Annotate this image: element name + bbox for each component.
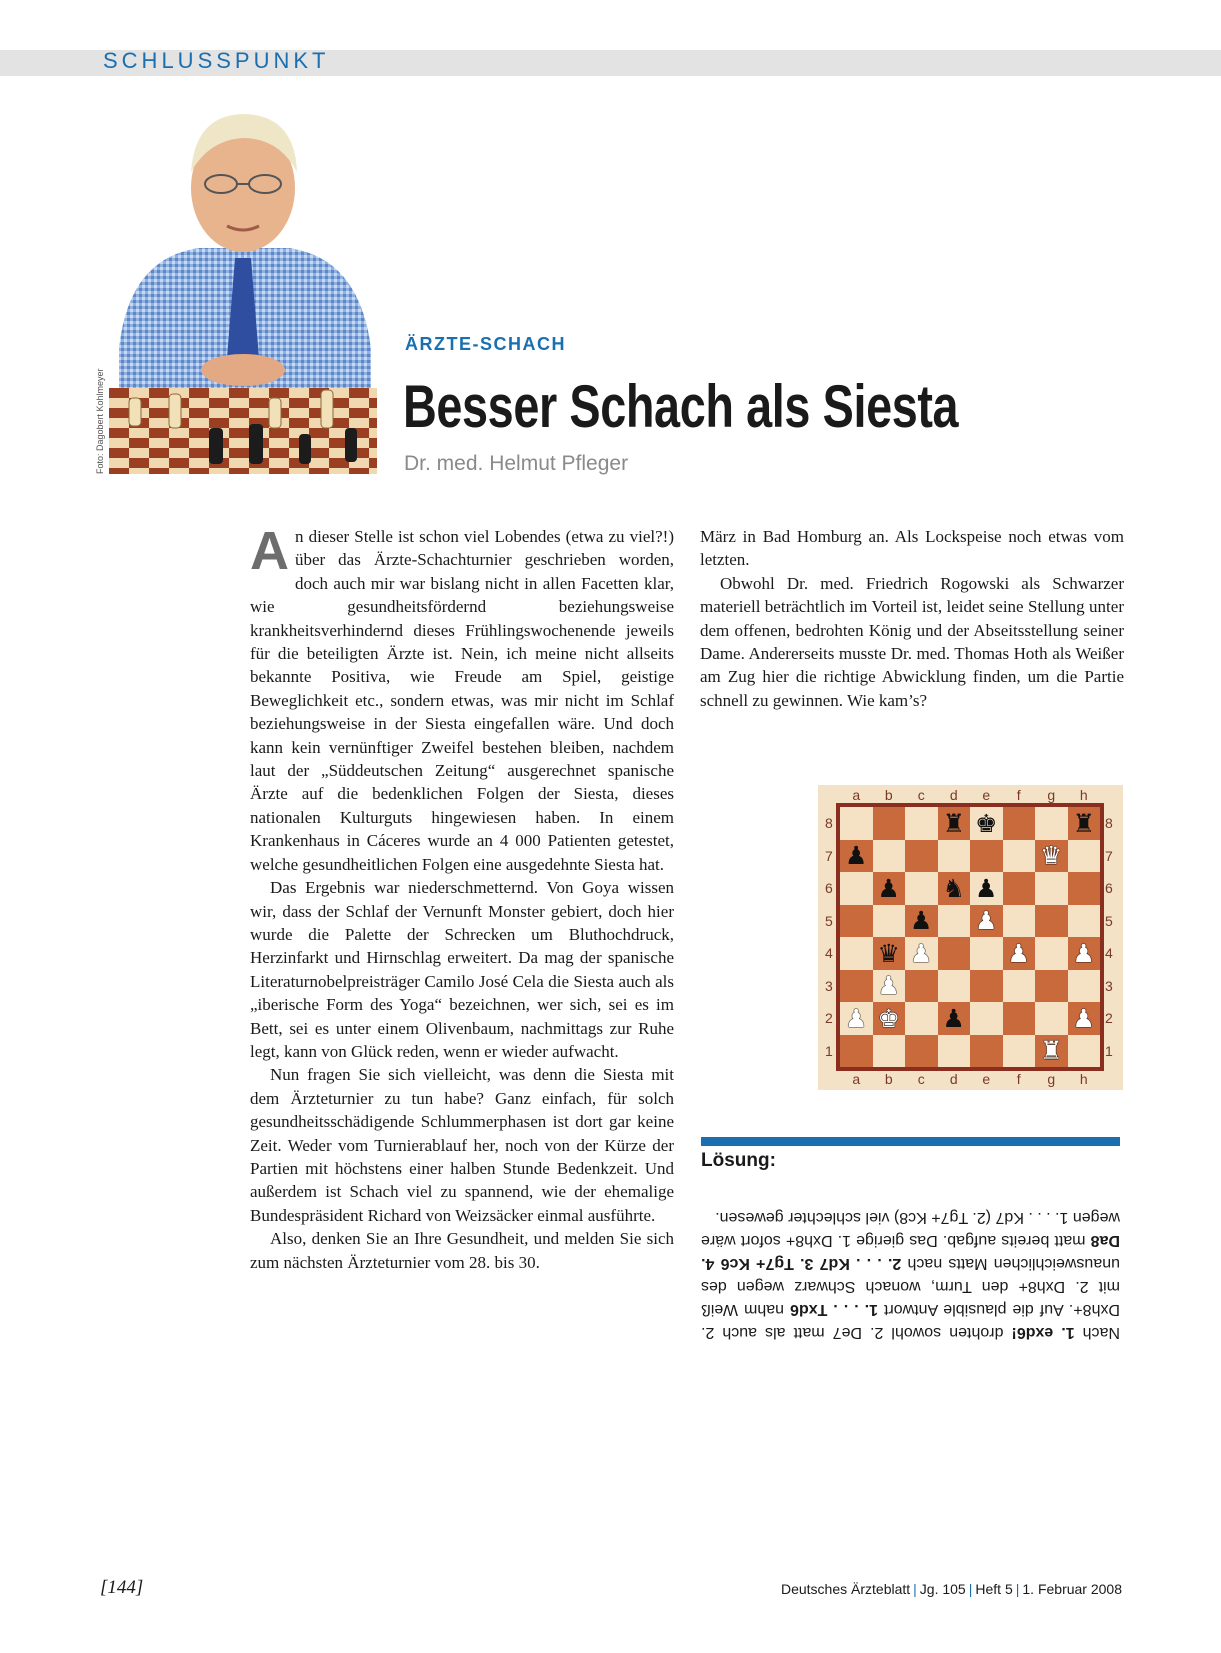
solution-move-2: 1. . . . Txd6 bbox=[790, 1301, 878, 1318]
square-e1 bbox=[970, 1035, 1003, 1068]
black-pawn-icon: ♟ bbox=[942, 1003, 965, 1033]
rank-label: 1 bbox=[1105, 1042, 1113, 1059]
black-pawn-icon: ♟ bbox=[975, 873, 998, 903]
file-labels-bottom bbox=[840, 1071, 1100, 1087]
square-b4 bbox=[873, 937, 906, 970]
square-d4 bbox=[938, 937, 971, 970]
article-column-2 bbox=[700, 525, 1124, 712]
white-queen-icon: ♛ bbox=[1040, 841, 1063, 871]
square-e8 bbox=[970, 807, 1003, 840]
square-f8 bbox=[1003, 807, 1036, 840]
square-c5 bbox=[905, 905, 938, 938]
file-label: h bbox=[1079, 787, 1088, 803]
solution-move-3: 2. . . . Kd7 3. Tg7+ Kc6 4. Da8 bbox=[701, 1232, 1120, 1272]
paragraph-4-continued: März in Bad Homburg an. Als Lockspeise noch etwas vom letzten. bbox=[700, 527, 1124, 570]
dropcap: A bbox=[250, 521, 289, 581]
square-g2 bbox=[1035, 1002, 1068, 1035]
square-a2 bbox=[840, 1002, 873, 1035]
square-h1 bbox=[1068, 1035, 1101, 1068]
black-rook-icon: ♜ bbox=[1072, 808, 1095, 838]
file-label: b bbox=[884, 1071, 893, 1087]
square-b8 bbox=[873, 807, 906, 840]
page-number: [144] bbox=[100, 1577, 144, 1598]
file-label: e bbox=[982, 787, 991, 803]
square-h5 bbox=[1068, 905, 1101, 938]
rank-label: 3 bbox=[1105, 977, 1113, 994]
square-f3 bbox=[1003, 970, 1036, 1003]
white-pawn-icon: ♟ bbox=[877, 971, 900, 1001]
square-c3 bbox=[905, 970, 938, 1003]
square-d6 bbox=[938, 872, 971, 905]
journal-volume: Jg. 105 bbox=[919, 1581, 966, 1597]
square-a4 bbox=[840, 937, 873, 970]
black-pawn-icon: ♟ bbox=[877, 873, 900, 903]
square-f7 bbox=[1003, 840, 1036, 873]
rank-labels-left bbox=[825, 807, 833, 1067]
rank-label: 5 bbox=[1105, 912, 1113, 929]
solution-title: Lösung: bbox=[701, 1150, 776, 1171]
square-g1 bbox=[1035, 1035, 1068, 1068]
author-photo bbox=[109, 108, 377, 474]
file-label: a bbox=[852, 1071, 861, 1087]
article-kicker: ÄRZTE-SCHACH bbox=[405, 334, 566, 354]
file-label: e bbox=[982, 1071, 991, 1087]
square-g8 bbox=[1035, 807, 1068, 840]
square-d5 bbox=[938, 905, 971, 938]
square-f2 bbox=[1003, 1002, 1036, 1035]
file-label: d bbox=[949, 787, 958, 803]
square-d2 bbox=[938, 1002, 971, 1035]
article-title: Besser Schach als Siesta bbox=[403, 373, 959, 440]
rank-label: 2 bbox=[825, 1010, 833, 1026]
file-label: g bbox=[1047, 787, 1056, 803]
square-h4 bbox=[1068, 937, 1101, 970]
square-c1 bbox=[905, 1035, 938, 1068]
white-pawn-icon: ♟ bbox=[1072, 938, 1095, 968]
separator: | bbox=[913, 1581, 917, 1597]
journal-name: Deutsches Ärzteblatt bbox=[780, 1581, 911, 1597]
square-g3 bbox=[1035, 970, 1068, 1003]
file-label: c bbox=[917, 787, 925, 803]
article-column-1 bbox=[250, 521, 674, 1274]
file-label: d bbox=[949, 1071, 958, 1087]
square-b7 bbox=[873, 840, 906, 873]
paragraph-5: Obwohl Dr. med. Friedrich Rogowski als Schwarzer materiell beträchtlich im Vorteil ist, leidet seine Stellung unter dem offenen, bedrohten König und der Abseitsstellung seiner Dame. Andererseits musste Dr. med. Thomas Hoth als Weißer am Zug hier die richtige Abwicklung finden, um die Partie schnell zu gewinnen. Wie kam’s? bbox=[700, 573, 1124, 710]
square-e5 bbox=[970, 905, 1003, 938]
rank-label: 1 bbox=[825, 1042, 833, 1059]
square-f4 bbox=[1003, 937, 1036, 970]
solution-part-2: drohten sowohl 2. De7 matt als auch 2. Dxh8+. Auf die plausible Antwort bbox=[700, 1301, 1120, 1341]
rank-label: 2 bbox=[1105, 1010, 1113, 1026]
file-label: g bbox=[1047, 1071, 1056, 1087]
square-c8 bbox=[905, 807, 938, 840]
rank-label: 6 bbox=[825, 880, 833, 896]
square-e7 bbox=[970, 840, 1003, 873]
footer-citation bbox=[781, 1581, 1122, 1597]
separator: | bbox=[968, 1581, 973, 1597]
rank-label: 7 bbox=[825, 847, 833, 864]
square-a5 bbox=[840, 905, 873, 938]
rank-label: 8 bbox=[825, 815, 833, 831]
white-king-icon: ♚ bbox=[877, 1003, 900, 1033]
black-king-icon: ♚ bbox=[975, 808, 998, 838]
file-label: f bbox=[1016, 787, 1021, 803]
rank-label: 7 bbox=[1105, 847, 1113, 864]
square-g7 bbox=[1035, 840, 1068, 873]
solution-bar bbox=[701, 1137, 1120, 1146]
black-knight-icon: ♞ bbox=[942, 873, 965, 903]
square-d3 bbox=[938, 970, 971, 1003]
square-c7 bbox=[905, 840, 938, 873]
square-f1 bbox=[1003, 1035, 1036, 1068]
white-pawn-icon: ♟ bbox=[1007, 938, 1030, 968]
paragraph-2: Das Ergebnis war niederschmetternd. Von Goya wissen wir, dass der Schlaf der Vernunft Monster gebiert, doch hier wurde die Palette der Schrecken um Bluthochdruck, Herzinfarkt und Hirnschlag erweitert. Da mag der spanische Literaturnobelpreisträger Camilo José Cela die Siesta auch als „iberische Form des Yoga“ bezeichnen, wer sich, sei es im Bett, sei es unter einem Olivenbaum, nachmittags zur Ruhe legt, kann von Glück reden, wenn er wieder aufwacht. bbox=[250, 878, 674, 1061]
black-pawn-icon: ♟ bbox=[845, 841, 868, 871]
square-b2 bbox=[873, 1002, 906, 1035]
square-a3 bbox=[840, 970, 873, 1003]
white-pawn-icon: ♟ bbox=[975, 906, 998, 936]
square-f6 bbox=[1003, 872, 1036, 905]
rank-label: 4 bbox=[1105, 945, 1113, 961]
section-label: SCHLUSSPUNKT bbox=[103, 48, 330, 73]
file-label: a bbox=[852, 787, 861, 803]
file-label: b bbox=[884, 787, 893, 803]
square-b3 bbox=[873, 970, 906, 1003]
article-author: Dr. med. Helmut Pfleger bbox=[404, 452, 629, 475]
file-labels-top bbox=[840, 787, 1100, 803]
journal-issue: Heft 5 bbox=[975, 1581, 1013, 1597]
chess-diagram bbox=[818, 785, 1123, 1090]
square-b5 bbox=[873, 905, 906, 938]
solution-part-1: Nach bbox=[1074, 1324, 1120, 1341]
square-e2 bbox=[970, 1002, 1003, 1035]
square-a7 bbox=[840, 840, 873, 873]
rank-labels-right bbox=[1105, 807, 1113, 1067]
square-e3 bbox=[970, 970, 1003, 1003]
square-e6 bbox=[970, 872, 1003, 905]
journal-date: 1. Februar 2008 bbox=[1022, 1581, 1122, 1597]
solution-part-4: matt bereits aufgab. Das gierige 1. Dxh8+ sofort wäre wegen 1. . . . Kd7 (2. Tg7+ Kc8) viel schlechter gewesen. bbox=[701, 1209, 1120, 1249]
square-h2 bbox=[1068, 1002, 1101, 1035]
white-pawn-icon: ♟ bbox=[845, 1003, 868, 1033]
paragraph-3: Nun fragen Sie sich vielleicht, was denn die Siesta mit dem Ärzteturnier zu tun habe? Ganz einfach, für solch gesundheitsschädigende Schlummerphasen ist dort gar keine Zeit. Weder vom Turnierablauf her, noch von der Kürze der Partien mit höchstens einer halben Stunde Bedenkzeit. Und außerdem ist Schach viel zu spannend, wie der ehemalige Bundespräsident Richard von Weizsäcker einmal ausführte. bbox=[250, 1065, 674, 1225]
separator: | bbox=[1015, 1581, 1020, 1597]
square-c2 bbox=[905, 1002, 938, 1035]
rank-label: 6 bbox=[1105, 880, 1113, 896]
square-a8 bbox=[840, 807, 873, 840]
paragraph-1-text: n dieser Stelle ist schon viel Lobendes (etwa zu viel?!) über das Ärzte-Schachturnier geschrieben worden, doch auch mir war bislang nicht in allen Facetten klar, wie gesundheitsfördernd beziehungsweise krankheitsverhindernd dieses Frühlingswochenende jeweils für die beteiligten Ärzte ist. Nein, ich meine nicht allseits bekannte Positiva, wie Freude am Spiel, geistige Beweglichkeit etc., sondern etwas, was mir nicht im Schlaf beziehungsweise in der Siesta eingefallen wäre. Und doch kann kein vernünftiger Zweifel bestehen bleiben, nachdem laut der „Süddeutschen Zeitung“ ausgerechnet spanische Ärzte auf die bedenklichen Folgen der Siesta, dieses nationalen Kulturguts hingewiesen haben. In einem Krankenhaus in Cáceres wurde an 4 000 Patienten getestet, welche gesundheitlichen Folgen eine ausgedehnte Siesta hat. bbox=[250, 527, 674, 874]
square-d8 bbox=[938, 807, 971, 840]
paragraph-1 bbox=[250, 521, 674, 876]
square-c4 bbox=[905, 937, 938, 970]
file-label: h bbox=[1079, 1071, 1088, 1087]
rank-label: 4 bbox=[825, 945, 833, 961]
square-a1 bbox=[840, 1035, 873, 1068]
black-queen-icon: ♛ bbox=[877, 938, 900, 968]
square-h3 bbox=[1068, 970, 1101, 1003]
file-label: c bbox=[917, 1071, 925, 1087]
rank-label: 5 bbox=[825, 912, 833, 929]
square-g5 bbox=[1035, 905, 1068, 938]
square-e4 bbox=[970, 937, 1003, 970]
square-b6 bbox=[873, 872, 906, 905]
square-g4 bbox=[1035, 937, 1068, 970]
paragraph-4-start: Also, denken Sie an Ihre Gesundheit, und melden Sie sich zum nächsten Ärzteturnier vom 28. bis 30. bbox=[250, 1229, 674, 1272]
rank-label: 8 bbox=[1105, 815, 1113, 831]
square-h6 bbox=[1068, 872, 1101, 905]
photo-credit: Foto: Dagobert Kohlmeyer bbox=[95, 368, 105, 474]
square-a6 bbox=[840, 872, 873, 905]
square-d7 bbox=[938, 840, 971, 873]
black-rook-icon: ♜ bbox=[942, 808, 965, 838]
solution-part-3: nahm Weiß mit 2. Dxh8+ den Turm, wonach Schwarz wegen des unausweichlichen Matts nach bbox=[701, 1255, 1120, 1318]
white-pawn-icon: ♟ bbox=[1072, 1003, 1095, 1033]
square-h7 bbox=[1068, 840, 1101, 873]
solution-text-upside-down bbox=[701, 1178, 1120, 1344]
square-f5 bbox=[1003, 905, 1036, 938]
chess-board bbox=[836, 803, 1104, 1071]
square-b1 bbox=[873, 1035, 906, 1068]
file-label: f bbox=[1016, 1071, 1021, 1087]
black-pawn-icon: ♟ bbox=[910, 906, 933, 936]
white-rook-icon: ♜ bbox=[1040, 1036, 1063, 1066]
square-d1 bbox=[938, 1035, 971, 1068]
white-pawn-icon: ♟ bbox=[910, 938, 933, 968]
rank-label: 3 bbox=[825, 977, 833, 994]
square-h8 bbox=[1068, 807, 1101, 840]
square-g6 bbox=[1035, 872, 1068, 905]
square-c6 bbox=[905, 872, 938, 905]
solution-move-1: 1. exd6! bbox=[1011, 1324, 1075, 1341]
